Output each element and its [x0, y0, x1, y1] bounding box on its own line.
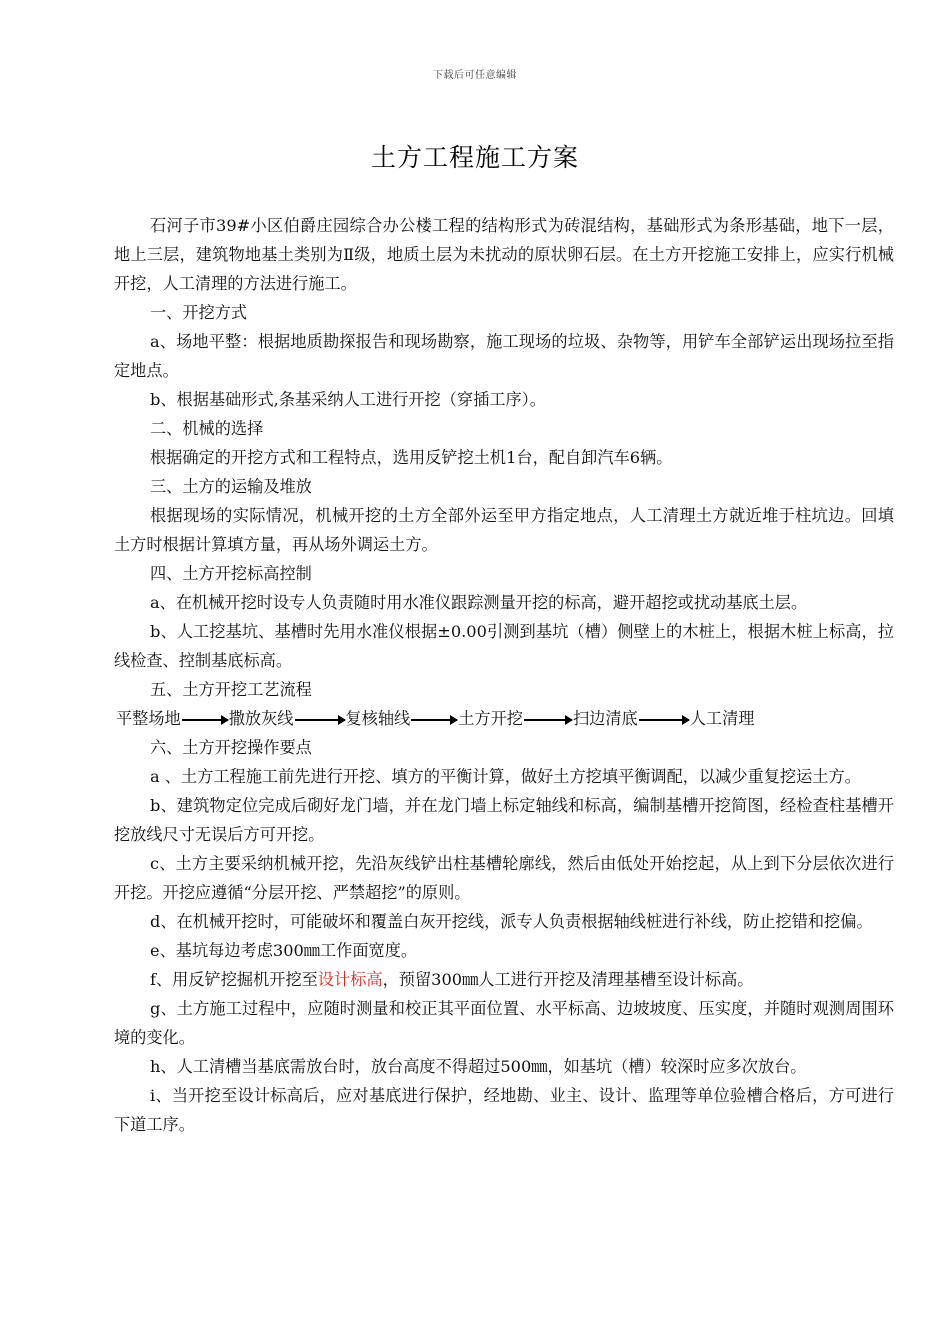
- document-body: [114, 211, 894, 1139]
- section-heading-4: 四、土方开挖标高控制: [150, 564, 312, 583]
- flow-arrow-icon: [524, 719, 572, 721]
- paragraph-1a: a、场地平整：根据地质勘探报告和现场勘察，施工现场的垃圾、杂物等，用铲车全部铲运出现场拉至指定地点。: [114, 332, 894, 380]
- paragraph-2: 根据确定的开挖方式和工程特点，选用反铲挖土机1台，配自卸汽车6辆。: [150, 448, 673, 467]
- paragraph-4b: b、人工挖基坑、基槽时先用水准仪根据±0.00引测到基坑（槽）侧壁上的木桩上，根据木桩上标高，拉线检查、控制基底标高。: [114, 622, 894, 670]
- section-heading-3: 三、土方的运输及堆放: [150, 477, 312, 496]
- paragraph-6f-before: f、用反铲挖掘机开挖至: [150, 970, 318, 989]
- section-heading-6: 六、土方开挖操作要点: [150, 738, 312, 757]
- flow-step: 人工清理: [689, 709, 755, 728]
- section-heading-2: 二、机械的选择: [150, 419, 264, 438]
- paragraph-6f-after: ，预留300㎜人工进行开挖及清理基槽至设计标高。: [382, 970, 754, 989]
- intro-paragraph: 石河子市39#小区伯爵庄园综合办公楼工程的结构形式为砖混结构，基础形式为条形基础，地下一层，地上三层，建筑物地基土类别为Ⅱ级，地质土层为未扰动的原状卵石层。在土方开挖施工安排上，应实行机械开挖，人工清理的方法进行施工。: [114, 216, 894, 293]
- flow-step: 土方开挖: [458, 709, 523, 728]
- section-heading-1: 一、开挖方式: [150, 303, 248, 322]
- paragraph-1b: b、根据基础形式,条基采纳人工进行开挖（穿插工序）。: [150, 390, 546, 409]
- highlighted-text: 设计标高: [317, 970, 383, 989]
- paragraph-4a: a、在机械开挖时设专人负责随时用水准仪跟踪测量开挖的标高，避开超挖或扰动基底土层。: [150, 593, 808, 612]
- paragraph-6c: c、土方主要采纳机械开挖，先沿灰线铲出柱基槽轮廓线，然后由低处开始挖起，从上到下分层依次进行开挖。开挖应遵循“分层开挖、严禁超挖”的原则。: [114, 854, 894, 902]
- paragraph-6d: d、在机械开挖时，可能破坏和覆盖白灰开挖线，派专人负责根据轴线桩进行补线，防止挖错和挖偏。: [150, 912, 873, 931]
- header-note: 下载后可任意编辑: [433, 70, 517, 81]
- flow-arrow-icon: [295, 719, 345, 721]
- flow-step: 扫边清底: [573, 709, 638, 728]
- flow-step: 撒放灰线: [228, 709, 294, 728]
- paragraph-6e: e、基坑每边考虑300㎜工作面宽度。: [150, 941, 418, 960]
- flow-step: 复核轴线: [345, 709, 411, 728]
- process-flow: [116, 704, 894, 733]
- section-heading-5: 五、土方开挖工艺流程: [150, 680, 312, 699]
- flow-step: 平整场地: [116, 709, 181, 728]
- paragraph-3: 根据现场的实际情况，机械开挖的土方全部外运至甲方指定地点，人工清理土方就近堆于柱坑边。回填土方时根据计算填方量，再从场外调运土方。: [114, 506, 894, 554]
- paragraph-6a: a 、土方工程施工前先进行开挖、填方的平衡计算，做好土方挖填平衡调配，以减少重复挖运土方。: [150, 767, 861, 786]
- paragraph-6i: i、当开挖至设计标高后，应对基底进行保护，经地勘、业主、设计、监理等单位验槽合格后，方可进行下道工序。: [114, 1086, 894, 1134]
- paragraph-6f: [114, 965, 894, 994]
- paragraph-6h: h、人工清槽当基底需放台时，放台高度不得超过500㎜，如基坑（槽）较深时应多次放台。: [150, 1057, 807, 1076]
- flow-arrow-icon: [411, 719, 457, 721]
- flow-arrow-icon: [639, 719, 689, 721]
- flow-arrow-icon: [182, 719, 228, 721]
- paragraph-6b: b、建筑物定位完成后砌好龙门墙，并在龙门墙上标定轴线和标高，编制基槽开挖简图，经检查柱基槽开挖放线尺寸无误后方可开挖。: [114, 796, 894, 844]
- page-title: 土方工程施工方案: [370, 143, 579, 172]
- paragraph-6g: g、土方施工过程中，应随时测量和校正其平面位置、水平标高、边坡坡度、压实度，并随时观测周围环境的变化。: [114, 999, 894, 1047]
